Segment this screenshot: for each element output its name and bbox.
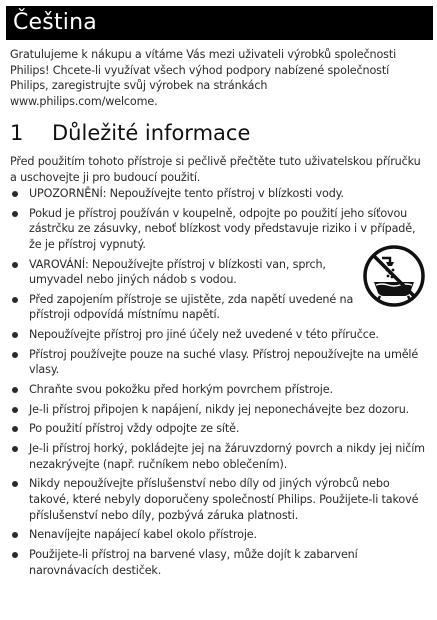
list-item: Nenavíjejte napájecí kabel okolo přístroje. [10, 527, 428, 543]
intro-paragraph [10, 47, 428, 109]
bullet-icon [12, 426, 18, 432]
section-title [10, 118, 250, 148]
bullet-icon [12, 481, 18, 487]
list-item: Je-li přístroj horký, pokládejte jej na žáruvzdorný povrch a nikdy jej ničím nezakrývejte (např. ručníkem nebo oblečením). [10, 441, 428, 472]
section-heading: Důležité informace [52, 121, 251, 145]
list-item: Nikdy nepoužívejte příslušenství nebo díly od jiných výrobců nebo takové, které nebyly doporučeny společností Philips. Použijete-li takové příslušenství nebo díly, pozbývá záruka platnosti. [10, 476, 428, 523]
section-intro: Před použitím tohoto přístroje si pečlivě přečtěte tuto uživatelskou příručku a uschovejte ji pro budoucí použití. [10, 155, 421, 184]
no-use-near-water-icon [362, 244, 426, 308]
list-item: VAROVÁNÍ: Nepoužívejte přístroj v blízkosti van, sprch, umyvadel nebo jiných nádob s vodou. [10, 257, 428, 288]
bullet-icon [12, 387, 18, 393]
bullet-icon [12, 262, 18, 268]
bullet-icon [12, 532, 18, 538]
intro-text: Gratulujeme k nákupu a vítáme Vás mezi uživateli výrobků společnosti Philips! Chcete-li využívat všech výhod podpory nabízené společností Philips, zaregistrujte svůj výrobek na stránkách [10, 48, 397, 93]
list-item: Před zapojením přístroje se ujistěte, zda napětí uvedené na přístroji odpovídá místnímu napětí. [10, 292, 428, 323]
list-item: Nepoužívejte přístroj pro jiné účely než uvedené v této příručce. [10, 327, 428, 343]
bullet-icon [12, 297, 18, 303]
bullet-icon [12, 552, 18, 558]
list-item: Je-li přístroj připojen k napájení, nikdy jej neponechávejte bez dozoru. [10, 402, 428, 418]
welcome-url[interactable]: www.philips.com/welcome. [10, 94, 158, 108]
bullet-icon [12, 446, 18, 452]
list-item: Chraňte svou pokožku před horkým povrchem přístroje. [10, 382, 428, 398]
language-header: Čeština [6, 6, 433, 40]
bullet-icon [12, 332, 18, 338]
list-item: Pokud je přístroj používán v koupelně, odpojte po použití jeho síťovou zástrčku ze zásuvky, neboť blízkost vody představuje riziko i v případě, že je přístroj vypnutý. [10, 206, 428, 253]
list-item: UPOZORNĚNÍ: Nepoužívejte tento přístroj v blízkosti vody. [10, 186, 428, 202]
list-item: Použijete-li přístroj na barvené vlasy, může dojít k zabarvení narovnávacích destiček. [10, 547, 428, 578]
bullet-icon [12, 352, 18, 358]
bullet-icon [12, 211, 18, 217]
bullet-icon [12, 191, 18, 197]
bullet-icon [12, 407, 18, 413]
section-number: 1 [10, 121, 24, 145]
list-item: Po použití přístroj vždy odpojte ze sítě. [10, 421, 428, 437]
list-item: Přístroj používejte pouze na suché vlasy. Přístroj nepoužívejte na umělé vlasy. [10, 347, 428, 378]
